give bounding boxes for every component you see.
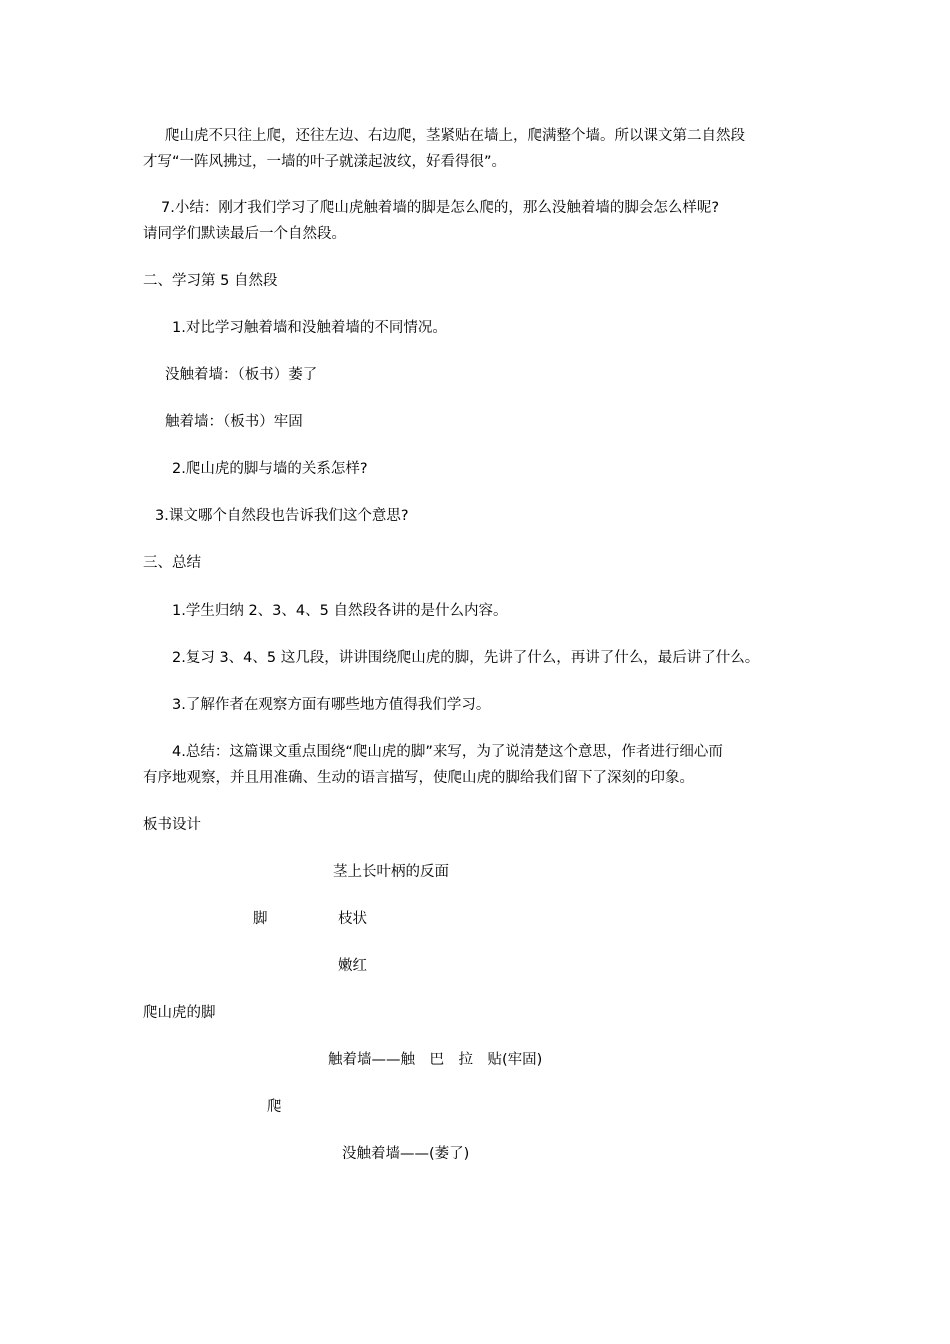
paragraph-line: 3.了解作者在观察方面有哪些地方值得我们学习。 <box>172 697 491 713</box>
paragraph-line: 才写“一阵风拂过，一墙的叶子就漾起波纹，好看得很”。 <box>143 154 507 170</box>
paragraph-line: 4.总结：这篇课文重点围绕“爬山虎的脚”来写，为了说清楚这个意思，作者进行细心而 <box>172 744 723 760</box>
paragraph-line: 请同学们默读最后一个自然段。 <box>143 226 346 242</box>
paragraph-line: 爬山虎不只往上爬，还往左边、右边爬，茎紧贴在墙上，爬满整个墙。所以课文第二自然段 <box>165 128 745 144</box>
paragraph-line: 2.复习 3、4、5 这几段，讲讲围绕爬山虎的脚，先讲了什么，再讲了什么，最后讲了什么。 <box>172 650 760 666</box>
paragraph-line: 1.学生归纳 2、3、4、5 自然段各讲的是什么内容。 <box>172 603 508 619</box>
section-heading: 三、总结 <box>143 555 201 571</box>
paragraph-line: 2.爬山虎的脚与墙的关系怎样? <box>172 461 368 477</box>
paragraph-line: 1.对比学习触着墙和没触着墙的不同情况。 <box>172 320 447 336</box>
board-stem: 茎上长叶柄的反面 <box>333 864 449 880</box>
board-no-touch-wall: 没触着墙——(萎了) <box>342 1146 470 1162</box>
board-design-heading: 板书设计 <box>143 817 201 833</box>
paragraph-line: 3.课文哪个自然段也告诉我们这个意思? <box>155 508 409 524</box>
board-shape: 枝状 <box>338 911 367 927</box>
paragraph-line: 7.小结：刚才我们学习了爬山虎触着墙的脚是怎么爬的，那么没触着墙的脚会怎么样呢? <box>161 200 720 216</box>
board-climb: 爬 <box>267 1099 282 1115</box>
board-foot: 脚 <box>253 911 268 927</box>
board-color: 嫩红 <box>338 958 367 974</box>
paragraph-line: 触着墙：（板书）牢固 <box>165 414 303 430</box>
board-title: 爬山虎的脚 <box>143 1005 216 1021</box>
section-heading: 二、学习第 5 自然段 <box>143 273 278 289</box>
paragraph-line: 有序地观察，并且用准确、生动的语言描写，使爬山虎的脚给我们留下了深刻的印象。 <box>143 770 694 786</box>
board-touch-wall: 触着墙——触 巴 拉 贴(牢固) <box>328 1052 543 1068</box>
paragraph-line: 没触着墙：（板书）萎了 <box>165 367 318 383</box>
